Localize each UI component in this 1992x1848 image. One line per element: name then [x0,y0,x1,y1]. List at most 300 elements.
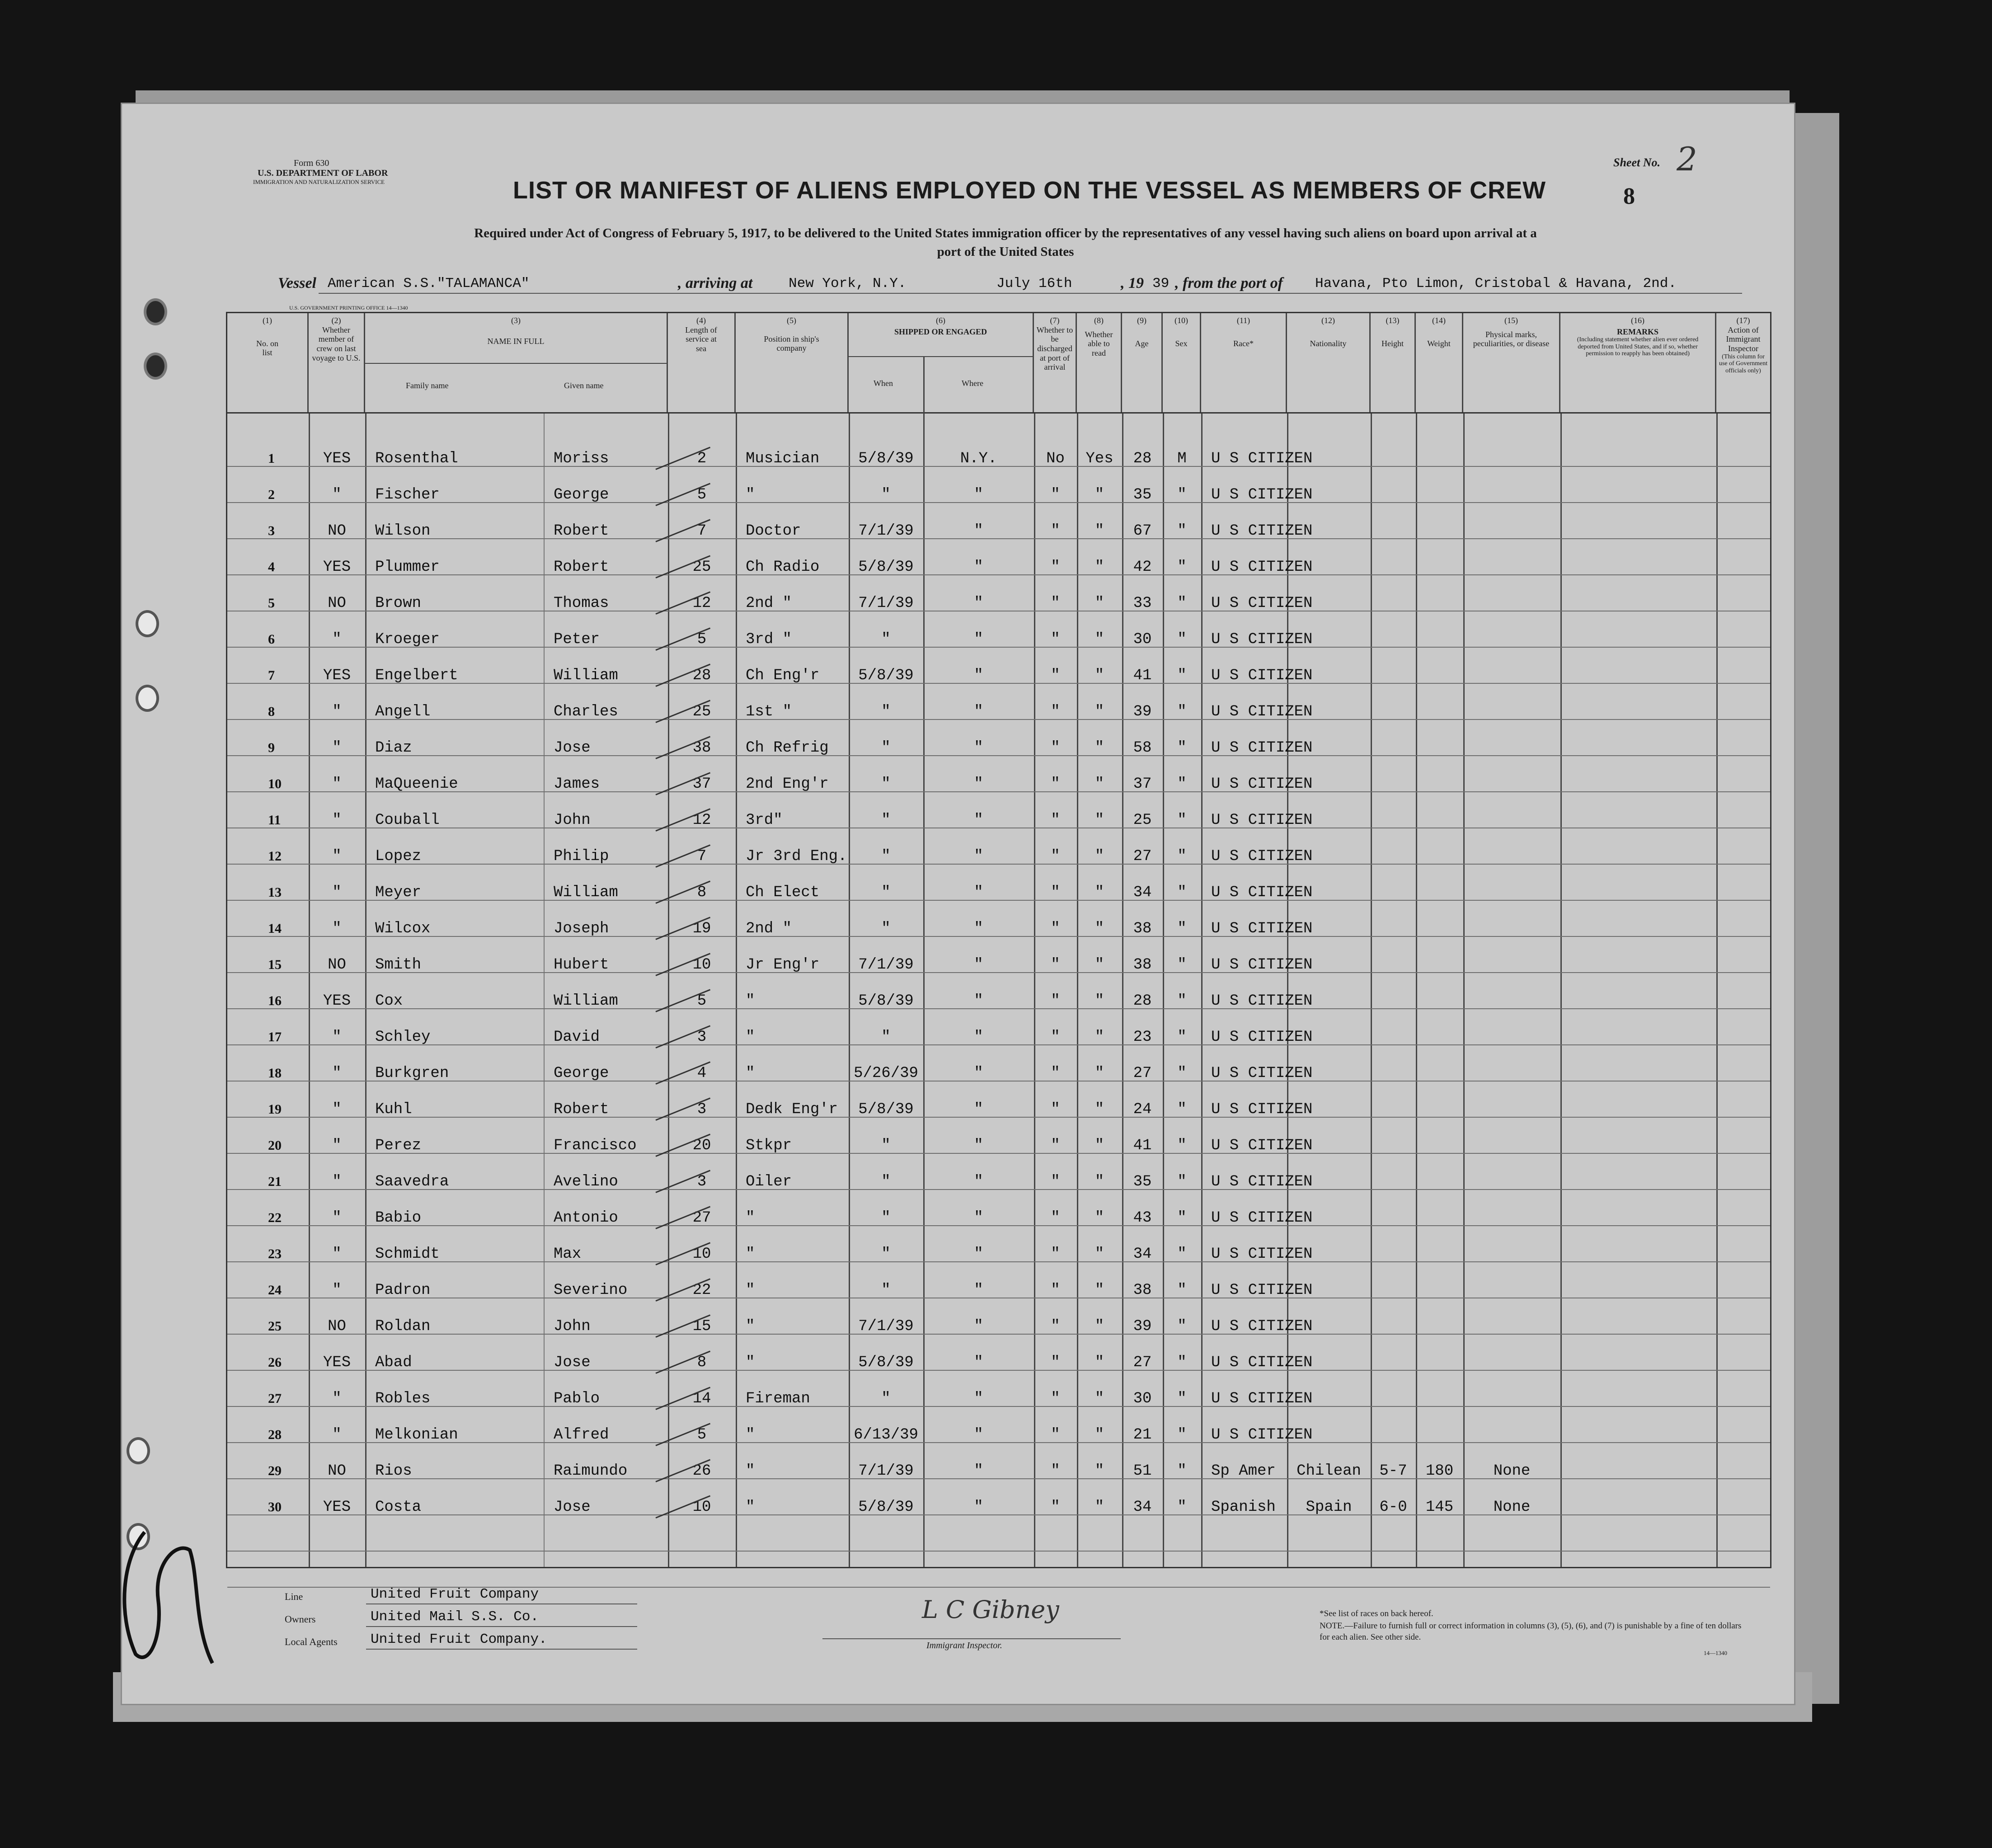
able-to-read-cell: " [1095,920,1104,937]
nationality-cell [1287,1381,1371,1417]
family-name-cell: Couball [375,812,440,829]
able-to-read-cell: " [1095,1065,1104,1082]
last-voyage-cell: " [332,1246,342,1263]
shipped-when-cell: 7/1/39 [858,1318,914,1335]
able-to-read-cell: " [1095,1354,1104,1371]
row-number-cell: 6 [268,632,275,647]
shipped-when-cell: " [881,631,891,648]
last-voyage-cell: YES [323,450,351,467]
physical-marks-cell: None [1493,1462,1531,1480]
printing-office-note: U.S. GOVERNMENT PRINTING OFFICE 14—1340 [289,305,408,311]
margin-scribble [108,1523,226,1677]
header-col-name: (3) NAME IN FULL Family name Given name [365,313,668,412]
weight-cell [1416,1236,1463,1272]
shipped-where-cell: " [974,1499,983,1516]
height-cell [1371,802,1416,838]
header-col-action: (17) Action of Immigrant Inspector (This column for use of Government officials only) [1719,316,1768,374]
discharged-cell: " [1051,1173,1060,1190]
discharged-cell: " [1051,559,1060,576]
family-name-cell: Lopez [375,848,422,865]
physical-marks-cell [1463,1128,1560,1164]
sex-cell: " [1177,703,1187,720]
table-row [227,1164,1770,1200]
penalty-note: NOTE.—Failure to furnish full or correct information in columns (3), (5), (6), and (7) is punishable by a fine of ten dollars for each alien. See other side. [1320,1621,1742,1642]
shipped-when-cell: 5/8/39 [858,450,914,467]
position-cell: " [746,1318,755,1335]
header-col-position: (5) Position in ship's company [736,313,849,412]
able-to-read-cell: " [1095,1137,1104,1154]
height-cell [1371,947,1416,983]
year-prefix: , 19 [1121,275,1144,292]
position-cell: Oiler [746,1173,792,1190]
shipped-when-cell: 5/8/39 [858,1354,914,1371]
sex-cell: " [1177,1426,1187,1444]
nationality-cell [1287,1417,1371,1453]
sex-cell: " [1177,956,1187,973]
nationality-cell [1287,802,1371,838]
weight-cell [1416,802,1463,838]
last-voyage-cell: " [332,1173,342,1190]
weight-cell [1416,1128,1463,1164]
position-cell: 2nd " [746,920,792,937]
shipped-when-cell: 7/1/39 [858,595,914,612]
service-years-cell: 3 [697,1029,707,1046]
shipped-where-cell: " [974,1390,983,1407]
sex-cell: " [1177,1029,1187,1046]
able-to-read-cell: " [1095,1390,1104,1407]
header-col-sex: (10) Sex [1163,313,1201,412]
nationality-cell [1287,875,1371,911]
position-cell: Ch Elect [746,884,820,901]
discharged-cell: " [1051,956,1060,973]
shipped-when-cell: 6/13/39 [854,1426,918,1444]
sex-cell: " [1177,522,1187,540]
binder-hole [127,1437,150,1464]
height-cell [1371,549,1416,585]
able-to-read-cell: " [1095,1499,1104,1516]
table-row [227,477,1770,513]
given-name-cell: George [554,1065,609,1082]
age-cell: 35 [1133,486,1152,503]
discharged-cell: " [1051,884,1060,901]
race-cell: U S CITIZEN [1211,1354,1313,1371]
service-years-cell: 25 [692,559,711,576]
sex-cell: M [1177,450,1187,467]
physical-marks-cell [1463,621,1560,658]
inspector-label: Immigrant Inspector. [926,1641,1002,1651]
position-cell: 2nd " [746,595,792,612]
service-years-cell: 8 [697,1354,707,1371]
last-voyage-cell: " [332,1137,342,1154]
shipped-when-cell: 5/26/39 [854,1065,918,1082]
sex-cell: " [1177,1137,1187,1154]
shipped-when-cell: 5/8/39 [858,559,914,576]
position-cell: " [746,1246,755,1263]
service-years-cell: 25 [692,703,711,720]
table-header [227,313,1770,414]
shipped-where-cell: " [974,522,983,540]
age-cell: 30 [1133,1390,1152,1407]
binder-hole [144,298,167,325]
race-cell: U S CITIZEN [1211,1390,1313,1407]
shipped-where-cell: " [974,1137,983,1154]
row-number-cell: 4 [268,560,275,574]
given-name-cell: James [554,776,600,793]
header-col-discharged: (7) Whether to be discharged at port of arrival [1034,313,1077,412]
last-voyage-cell: " [332,1282,342,1299]
shipped-when-cell: " [881,1390,891,1407]
row-number-cell: 20 [268,1138,282,1153]
weight-cell [1416,1200,1463,1236]
age-cell: 34 [1133,1499,1152,1516]
age-cell: 38 [1133,1282,1152,1299]
able-to-read-cell: " [1095,1209,1104,1227]
table-row [227,1381,1770,1417]
able-to-read-cell: " [1095,486,1104,503]
row-number-cell: 17 [268,1030,282,1044]
vessel-underline [319,293,1742,294]
sex-cell: " [1177,1246,1187,1263]
service-years-cell: 12 [692,595,711,612]
given-name-cell: Robert [554,522,609,540]
shipped-when-cell: " [881,1173,891,1190]
discharged-cell: " [1051,1101,1060,1118]
row-number-cell: 18 [268,1066,282,1081]
nationality-cell [1287,1055,1371,1091]
last-voyage-cell: " [332,1065,342,1082]
service-years-cell: 27 [692,1209,711,1227]
last-voyage-cell: NO [328,522,346,540]
race-cell: Sp Amer [1211,1462,1276,1480]
shipped-when-cell: " [881,1246,891,1263]
last-voyage-cell: YES [323,559,351,576]
shipped-where-cell: " [974,486,983,503]
age-cell: 38 [1133,956,1152,973]
sex-cell: " [1177,1101,1187,1118]
given-name-cell: Alfred [554,1426,609,1444]
nationality-cell [1287,549,1371,585]
subtitle-line1: Required under Act of Congress of February 5, 1917, to be delivered to the United States immigration officer by the representatives of any vessel having such aliens on board upon arrival at a [474,226,1537,240]
shipped-when-cell: " [881,812,891,829]
position-cell: " [746,1499,755,1516]
family-name-cell: Burkgren [375,1065,449,1082]
physical-marks-cell: None [1493,1499,1531,1516]
position-cell: Ch Eng'r [746,667,820,684]
weight-cell: 145 [1425,1499,1454,1516]
last-voyage-cell: NO [328,956,346,973]
nationality-cell [1287,766,1371,802]
given-name-cell: Peter [554,631,600,648]
physical-marks-cell [1463,802,1560,838]
family-name-cell: Costa [375,1499,422,1516]
row-number-cell: 10 [268,776,282,791]
family-name-cell: Schmidt [375,1246,440,1263]
physical-marks-cell [1463,983,1560,1019]
arriving-port: New York, N.Y. [789,276,907,292]
departure-ports: Havana, Pto Limon, Cristobal & Havana, 2nd. [1315,276,1677,292]
race-cell: U S CITIZEN [1211,486,1313,503]
age-cell: 39 [1133,703,1152,720]
height-cell [1371,1055,1416,1091]
name-subheader-divider [365,363,667,364]
table-row [227,1019,1770,1055]
row-number-cell: 30 [268,1500,282,1514]
weight-cell: 180 [1425,1462,1454,1480]
service-years-cell: 5 [697,992,707,1010]
height-cell [1371,1200,1416,1236]
last-voyage-cell: YES [323,667,351,684]
physical-marks-cell [1463,838,1560,875]
vessel-line [278,275,1742,297]
discharged-cell: " [1051,848,1060,865]
position-cell: " [746,1282,755,1299]
nationality-cell [1287,838,1371,875]
service-years-cell: 5 [697,486,707,503]
age-cell: 35 [1133,1173,1152,1190]
age-cell: 67 [1133,522,1152,540]
service-years-cell: 3 [697,1173,707,1190]
arriving-label: , arriving at [678,275,753,292]
given-name-cell: Francisco [554,1137,637,1154]
position-cell: " [746,992,755,1010]
nationality-cell [1287,730,1371,766]
shipped-where-cell: " [974,1282,983,1299]
discharged-cell: No [1046,450,1065,467]
service-years-cell: 19 [692,920,711,937]
weight-cell [1416,1308,1463,1345]
discharged-cell: " [1051,1426,1060,1444]
last-voyage-cell: " [332,1029,342,1046]
nationality-cell [1287,1200,1371,1236]
nationality-cell [1287,658,1371,694]
nationality-cell [1287,477,1371,513]
shipped-when-cell: " [881,920,891,937]
height-cell [1371,911,1416,947]
table-row [227,875,1770,911]
physical-marks-cell [1463,658,1560,694]
height-cell [1371,621,1416,658]
last-voyage-cell: " [332,1390,342,1407]
position-cell: Ch Radio [746,559,820,576]
header-col-no: (1) No. on list [227,313,309,412]
able-to-read-cell: " [1095,1462,1104,1480]
table-row [227,1128,1770,1164]
age-cell: 24 [1133,1101,1152,1118]
height-cell [1371,513,1416,549]
table-row [227,1345,1770,1381]
weight-cell [1416,1091,1463,1128]
family-name-cell: Padron [375,1282,431,1299]
sex-cell: " [1177,1209,1187,1227]
table-row [227,838,1770,875]
height-cell [1371,1019,1416,1055]
row-number-cell: 13 [268,885,282,900]
nationality-cell [1287,1019,1371,1055]
last-voyage-cell: NO [328,1462,346,1480]
discharged-cell: " [1051,1137,1060,1154]
last-voyage-cell: YES [323,992,351,1010]
age-cell: 39 [1133,1318,1152,1335]
able-to-read-cell: " [1095,631,1104,648]
physical-marks-cell [1463,1019,1560,1055]
discharged-cell: " [1051,812,1060,829]
position-cell: " [746,1065,755,1082]
family-name-cell: Rosenthal [375,450,458,467]
race-cell: Spanish [1211,1499,1276,1516]
physical-marks-cell [1463,1200,1560,1236]
discharged-cell: " [1051,486,1060,503]
table-row [227,802,1770,838]
last-voyage-cell: " [332,920,342,937]
age-cell: 41 [1133,667,1152,684]
last-voyage-cell: " [332,486,342,503]
header-col-height: (13) Height [1371,313,1416,412]
service-years-cell: 3 [697,1101,707,1118]
weight-cell [1416,585,1463,621]
physical-marks-cell [1463,585,1560,621]
weight-cell [1416,983,1463,1019]
service-years-cell: 7 [697,522,707,540]
last-voyage-cell: " [332,1101,342,1118]
height-cell [1371,1345,1416,1381]
given-name-cell: Robert [554,1101,609,1118]
family-name-cell: MaQueenie [375,776,458,793]
position-cell: 2nd Eng'r [746,776,829,793]
height-cell [1371,1164,1416,1200]
nationality-cell [1287,621,1371,658]
table-row [227,1453,1770,1489]
shipped-where-cell: " [974,1426,983,1444]
line-value: United Fruit Company [371,1586,539,1602]
race-cell: U S CITIZEN [1211,812,1313,829]
height-cell [1371,1272,1416,1308]
given-name-cell: John [554,812,591,829]
service-years-cell: 10 [692,1499,711,1516]
shipped-when-cell: 5/8/39 [858,992,914,1010]
shipped-when-cell: 5/8/39 [858,667,914,684]
nationality-cell [1287,1272,1371,1308]
sex-cell: " [1177,667,1187,684]
family-name-cell: Babio [375,1209,422,1227]
race-cell: U S CITIZEN [1211,956,1313,973]
last-voyage-cell: " [332,1209,342,1227]
shipped-when-cell: 7/1/39 [858,1462,914,1480]
family-name-cell: Melkonian [375,1426,458,1444]
nationality-cell [1287,585,1371,621]
shipped-when-cell: " [881,486,891,503]
table-row [227,766,1770,802]
nationality-cell [1287,1091,1371,1128]
family-name-cell: Kuhl [375,1101,412,1118]
race-cell: U S CITIZEN [1211,739,1313,757]
row-number-cell: 28 [268,1427,282,1442]
family-name-cell: Perez [375,1137,422,1154]
table-row [227,1272,1770,1308]
given-name-cell: John [554,1318,591,1335]
table-row [227,513,1770,549]
sex-cell: " [1177,812,1187,829]
discharged-cell: " [1051,739,1060,757]
weight-cell [1416,1055,1463,1091]
physical-marks-cell [1463,1381,1560,1417]
physical-marks-cell [1463,947,1560,983]
sheet-label: Sheet No. [1613,156,1660,169]
discharged-cell: " [1051,992,1060,1010]
nationality-cell [1287,441,1371,477]
age-cell: 58 [1133,739,1152,757]
service-years-cell: 12 [692,812,711,829]
header-col-read: (8) Whether able to read [1077,313,1122,412]
footer [217,1586,1771,1668]
weight-cell [1416,1345,1463,1381]
discharged-cell: " [1051,1499,1060,1516]
given-name-cell: Severino [554,1282,628,1299]
race-cell: U S CITIZEN [1211,884,1313,901]
given-name-cell: Jose [554,739,591,757]
position-cell: 3rd " [746,631,792,648]
given-name-cell: Jose [554,1354,591,1371]
discharged-cell: " [1051,1282,1060,1299]
race-cell: U S CITIZEN [1211,1101,1313,1118]
table-row [227,1091,1770,1128]
family-name-cell: Meyer [375,884,422,901]
age-cell: 27 [1133,1354,1152,1371]
nationality-cell [1287,983,1371,1019]
height-cell [1371,838,1416,875]
shipped-when-cell: " [881,1137,891,1154]
position-cell: " [746,1209,755,1227]
sex-cell: " [1177,1390,1187,1407]
shipped-where-cell: " [974,992,983,1010]
table-row [227,1308,1770,1345]
table-row [227,1489,1770,1525]
nationality-cell [1287,911,1371,947]
shipped-where-cell: N.Y. [960,450,997,467]
shipped-where-cell: " [974,776,983,793]
service-years-cell: 20 [692,1137,711,1154]
last-voyage-cell: NO [328,595,346,612]
given-name-cell: Moriss [554,450,609,467]
age-cell: 28 [1133,450,1152,467]
sex-cell: " [1177,739,1187,757]
weight-cell [1416,947,1463,983]
given-name-cell: William [554,884,618,901]
family-name-cell: Wilson [375,522,431,540]
physical-marks-cell [1463,1272,1560,1308]
sheet-number: 2 [1677,140,1697,178]
able-to-read-cell: " [1095,1318,1104,1335]
table-row [227,621,1770,658]
table-row [227,585,1770,621]
position-cell: 1st " [746,703,792,720]
height-cell [1371,585,1416,621]
race-cell: U S CITIZEN [1211,559,1313,576]
able-to-read-cell: " [1095,1426,1104,1444]
binder-hole [136,610,159,637]
vessel-name: American S.S."TALAMANCA" [328,276,530,292]
family-name-cell: Saavedra [375,1173,449,1190]
header-col-weight: (14) Weight [1416,313,1463,412]
header-col-shipped: (6) SHIPPED OR ENGAGED When Where [849,313,1034,412]
arrival-year: 39 [1152,276,1170,292]
family-name-cell: Roldan [375,1318,431,1335]
shipped-where-cell: " [974,739,983,757]
able-to-read-cell: " [1095,1246,1104,1263]
family-name-cell: Diaz [375,739,412,757]
height-cell [1371,766,1416,802]
weight-cell [1416,1272,1463,1308]
subtitle-line2: port of the United States [937,245,1074,259]
